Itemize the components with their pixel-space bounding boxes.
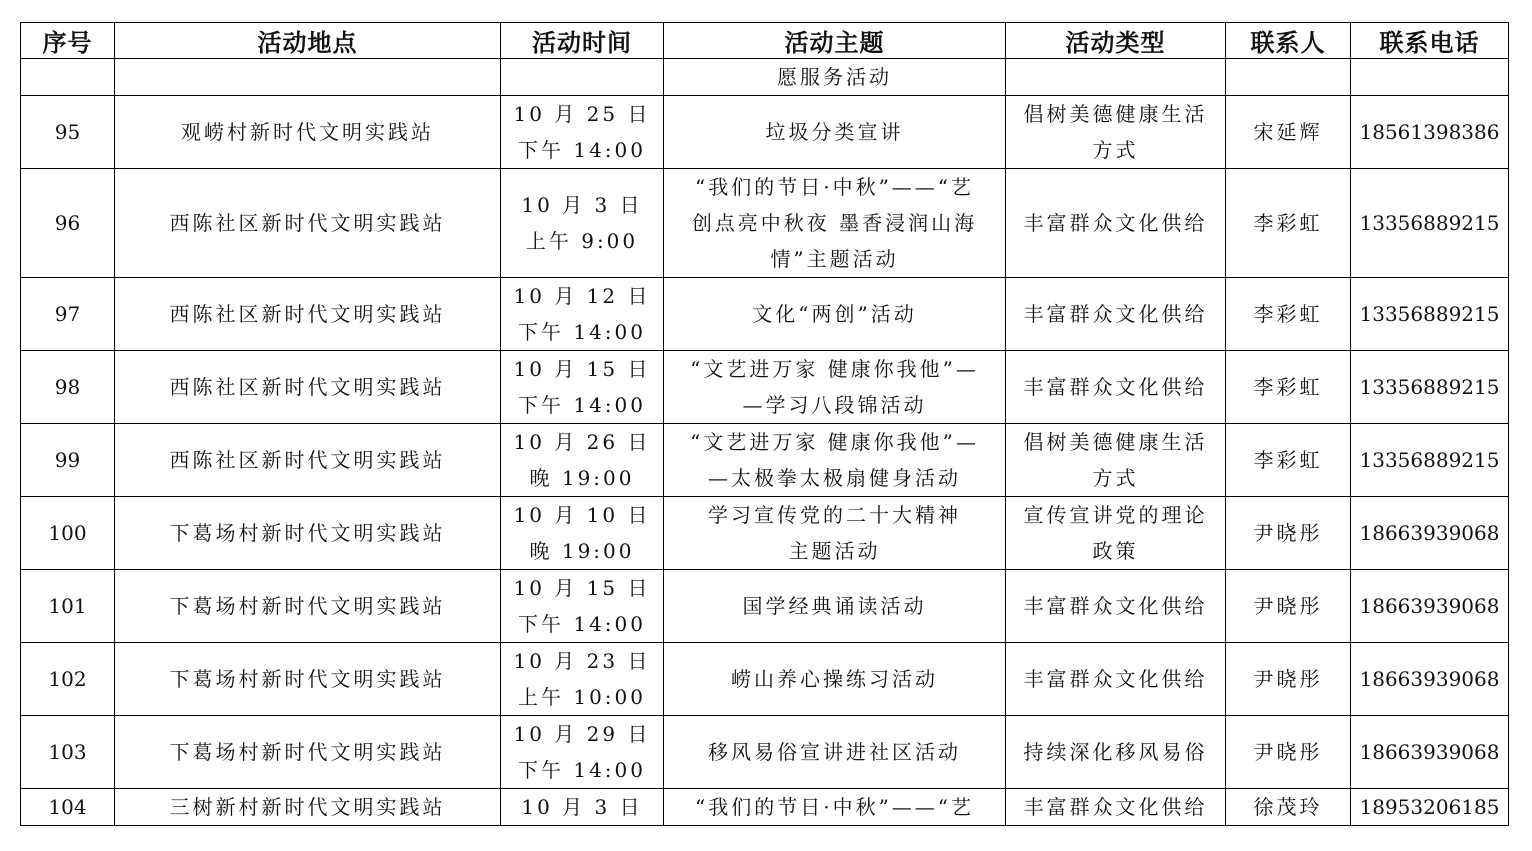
cell-place: 西陈社区新时代文明实践站 (115, 351, 501, 424)
cell-theme-line: “文艺进万家 健康你我他”— (690, 430, 979, 454)
cell-type (1006, 96, 1226, 169)
cell-type (1006, 278, 1226, 351)
cont-cell (21, 59, 115, 96)
table-row (21, 497, 1509, 570)
cell-time (501, 789, 664, 826)
table-row (21, 424, 1509, 497)
cell-type (1006, 643, 1226, 716)
cell-time (501, 424, 664, 497)
cell-theme (664, 278, 1006, 351)
table-row (21, 716, 1509, 789)
cell-time (501, 716, 664, 789)
header-no: 序号 (21, 23, 115, 59)
cell-place: 下葛场村新时代文明实践站 (115, 497, 501, 570)
cell-theme-line: 崂山养心操练习活动 (731, 667, 938, 691)
cell-time (501, 278, 664, 351)
cell-no: 101 (21, 570, 115, 643)
cell-time-line: 10 月 25 日 (513, 102, 651, 126)
cell-contact: 尹晓彤 (1226, 643, 1351, 716)
cell-theme (664, 716, 1006, 789)
cell-no: 97 (21, 278, 115, 351)
cell-theme-line: 移风易俗宣讲进社区活动 (708, 740, 961, 764)
cell-theme-line: “文艺进万家 健康你我他”— (690, 357, 979, 381)
cell-time-line: 下午 14:00 (518, 138, 646, 162)
cell-type-line: 丰富群众文化供给 (1023, 594, 1208, 618)
header-theme: 活动主题 (664, 23, 1006, 59)
cell-place: 观崂村新时代文明实践站 (115, 96, 501, 169)
cell-contact: 尹晓彤 (1226, 716, 1351, 789)
cell-place: 三树新村新时代文明实践站 (115, 789, 501, 826)
cell-type (1006, 497, 1226, 570)
cell-time-line: 下午 14:00 (518, 393, 646, 417)
header-row (21, 23, 1509, 59)
cell-type (1006, 716, 1226, 789)
cell-type (1006, 424, 1226, 497)
cell-place: 下葛场村新时代文明实践站 (115, 570, 501, 643)
cell-no: 103 (21, 716, 115, 789)
cell-time-line: 10 月 15 日 (513, 357, 651, 381)
table-row (21, 351, 1509, 424)
cell-theme (664, 789, 1006, 826)
cell-contact: 尹晓彤 (1226, 497, 1351, 570)
cell-type-line: 丰富群众文化供给 (1023, 795, 1208, 819)
activity-table-sheet (20, 22, 1509, 826)
cell-time-line: 10 月 26 日 (513, 430, 651, 454)
cell-theme (664, 96, 1006, 169)
cell-time-line: 晚 19:00 (529, 539, 635, 563)
header-type: 活动类型 (1006, 23, 1226, 59)
cell-phone: 13356889215 (1351, 169, 1509, 278)
continuation-row (21, 59, 1509, 96)
cont-cell (1351, 59, 1509, 96)
cell-type-line: 丰富群众文化供给 (1023, 211, 1208, 235)
cell-phone: 13356889215 (1351, 351, 1509, 424)
table-row (21, 570, 1509, 643)
cell-time-line: 下午 14:00 (518, 320, 646, 344)
header-place: 活动地点 (115, 23, 501, 59)
cell-theme-line: “我们的节日·中秋”——“艺 (694, 795, 975, 819)
cont-cell (1226, 59, 1351, 96)
cell-type (1006, 351, 1226, 424)
cell-no: 98 (21, 351, 115, 424)
cell-type-line: 持续深化移风易俗 (1023, 740, 1208, 764)
cell-phone: 18953206185 (1351, 789, 1509, 826)
cell-theme-line: 垃圾分类宣讲 (765, 120, 904, 144)
cell-time-line: 下午 14:00 (518, 612, 646, 636)
table-row (21, 96, 1509, 169)
cell-type-line: 丰富群众文化供给 (1023, 302, 1208, 326)
cell-contact: 尹晓彤 (1226, 570, 1351, 643)
cell-theme-line: —学习八段锦活动 (742, 393, 927, 417)
table-row (21, 789, 1509, 826)
cell-time-line: 10 月 23 日 (513, 649, 651, 673)
cell-theme-line: 主题活动 (788, 539, 881, 563)
cell-no: 102 (21, 643, 115, 716)
cell-contact: 徐茂玲 (1226, 789, 1351, 826)
cell-theme-line: 学习宣传党的二十大精神 (708, 503, 961, 527)
cell-time (501, 351, 664, 424)
cell-phone: 18561398386 (1351, 96, 1509, 169)
cell-theme (664, 351, 1006, 424)
cell-time-line: 上午 10:00 (518, 685, 646, 709)
activity-table (20, 22, 1509, 826)
cell-contact: 李彩虹 (1226, 278, 1351, 351)
cell-place: 下葛场村新时代文明实践站 (115, 716, 501, 789)
cell-no: 100 (21, 497, 115, 570)
cell-no: 96 (21, 169, 115, 278)
cell-time-line: 上午 9:00 (525, 229, 639, 253)
cell-phone: 18663939068 (1351, 497, 1509, 570)
cell-phone: 18663939068 (1351, 716, 1509, 789)
cell-contact: 宋延辉 (1226, 96, 1351, 169)
cell-contact: 李彩虹 (1226, 351, 1351, 424)
cell-no: 95 (21, 96, 115, 169)
cell-type-line: 政策 (1092, 539, 1139, 563)
cell-type (1006, 169, 1226, 278)
cell-place: 西陈社区新时代文明实践站 (115, 169, 501, 278)
cell-theme (664, 497, 1006, 570)
cell-phone: 13356889215 (1351, 424, 1509, 497)
cell-type (1006, 570, 1226, 643)
header-time: 活动时间 (501, 23, 664, 59)
cell-theme (664, 570, 1006, 643)
cell-type (1006, 789, 1226, 826)
cell-theme-line: 文化“两创”活动 (752, 302, 917, 326)
cell-no: 99 (21, 424, 115, 497)
cell-time-line: 10 月 10 日 (513, 503, 651, 527)
cell-contact: 李彩虹 (1226, 424, 1351, 497)
cell-type-line: 宣传宣讲党的理论 (1023, 503, 1208, 527)
table-row (21, 278, 1509, 351)
cell-theme-line: 创点亮中秋夜 墨香浸润山海 (691, 211, 978, 235)
cell-theme-line: “我们的节日·中秋”——“艺 (694, 175, 975, 199)
cell-time (501, 570, 664, 643)
cell-phone: 13356889215 (1351, 278, 1509, 351)
cell-place: 西陈社区新时代文明实践站 (115, 424, 501, 497)
cell-phone: 18663939068 (1351, 643, 1509, 716)
cont-cell (1006, 59, 1226, 96)
cell-time-line: 10 月 12 日 (513, 284, 651, 308)
cell-type-line: 方式 (1092, 466, 1139, 490)
header-phone: 联系电话 (1351, 23, 1509, 59)
table-row (21, 169, 1509, 278)
cell-theme-line: —太极拳太极扇健身活动 (708, 466, 961, 490)
cell-time-line: 晚 19:00 (529, 466, 635, 490)
cont-cell (115, 59, 501, 96)
header-contact: 联系人 (1226, 23, 1351, 59)
cell-time-line: 10 月 3 日 (521, 795, 643, 819)
cell-place: 下葛场村新时代文明实践站 (115, 643, 501, 716)
cell-theme (664, 169, 1006, 278)
cell-theme-line: 情”主题活动 (770, 247, 899, 271)
cell-theme (664, 643, 1006, 716)
cell-time-line: 10 月 3 日 (521, 193, 643, 217)
cell-time-line: 10 月 15 日 (513, 576, 651, 600)
cell-time-line: 下午 14:00 (518, 758, 646, 782)
cell-phone: 18663939068 (1351, 570, 1509, 643)
cell-theme-line: 国学经典诵读活动 (742, 594, 927, 618)
cont-cell (501, 59, 664, 96)
cell-no: 104 (21, 789, 115, 826)
cell-type-line: 方式 (1092, 138, 1139, 162)
cell-time (501, 169, 664, 278)
cell-time (501, 643, 664, 716)
cell-contact: 李彩虹 (1226, 169, 1351, 278)
cell-time-line: 10 月 29 日 (513, 722, 651, 746)
cell-time (501, 96, 664, 169)
cell-type-line: 丰富群众文化供给 (1023, 667, 1208, 691)
cell-type-line: 倡树美德健康生活 (1023, 430, 1208, 454)
cell-theme (664, 424, 1006, 497)
cell-time (501, 497, 664, 570)
cell-place: 西陈社区新时代文明实践站 (115, 278, 501, 351)
cell-type-line: 丰富群众文化供给 (1023, 375, 1208, 399)
cell-type-line: 倡树美德健康生活 (1023, 102, 1208, 126)
table-row (21, 643, 1509, 716)
cont-cell-theme: 愿服务活动 (664, 59, 1006, 96)
